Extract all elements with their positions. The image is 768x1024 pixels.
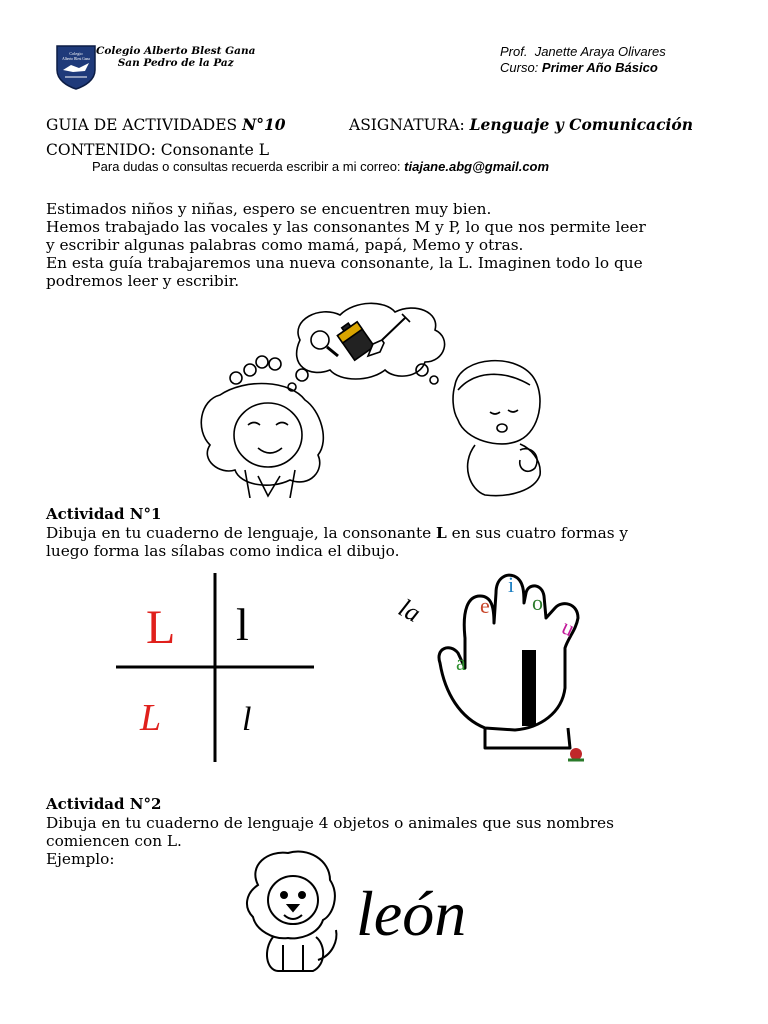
activity1-text-bold: L [436, 524, 447, 542]
vowel-o: o [532, 590, 543, 615]
course-value: Primer Año Básico [541, 60, 658, 75]
activity2-text-b: comiencen con L. [46, 832, 182, 850]
subject-value: Lenguaje y Comunicación [469, 115, 694, 134]
school-logo [55, 44, 97, 90]
hand-syllables-drawing [390, 568, 630, 768]
school-city: San Pedro de la Paz [117, 57, 234, 69]
palm-letter-l [522, 650, 536, 726]
subject-title [349, 115, 693, 134]
intro-line: Estimados niños y niñas, espero se encuentren muy bien. [46, 200, 492, 218]
lion-drawing [238, 845, 348, 975]
school-block [96, 45, 255, 69]
shovel-icon [368, 314, 410, 356]
rose-icon [570, 748, 582, 760]
activity1-title: Actividad N°1 [46, 505, 162, 523]
email-prompt: Para dudas o consultas recuerda escribir a mi correo: [92, 159, 401, 174]
boy-drawing [453, 361, 540, 496]
school-name: Colegio Alberto Blest Gana [96, 45, 256, 57]
content-value: Consonante L [160, 141, 270, 159]
activity2-text-a: Dibuja en tu cuaderno de lenguaje 4 objetos o animales que sus nombres [46, 814, 614, 832]
example-word-drawing [352, 870, 527, 950]
email-address[interactable]: tiajane.abg@gmail.com [404, 159, 550, 174]
lowercase-print-l: l [236, 599, 249, 650]
example-word: león [356, 878, 467, 949]
activity2-title: Actividad N°2 [46, 795, 162, 813]
intro-paragraph [46, 200, 746, 290]
vowel-a: a [456, 650, 466, 675]
teacher-block [500, 44, 666, 76]
course-label: Curso: [500, 60, 539, 75]
logo-text-1: Colegio [69, 51, 83, 56]
logo-text-2: Alberto Blest Gana [62, 57, 90, 61]
activity1-text-c: luego forma las sílabas como indica el dibujo. [46, 542, 400, 560]
activity1-text-b: en sus cuatro formas y [446, 524, 629, 542]
activity1-text-a: Dibuja en tu cuaderno de lenguaje, la consonante [46, 524, 437, 542]
guide-label: GUIA DE ACTIVIDADES [46, 116, 238, 134]
vowel-u: u [558, 613, 579, 642]
subject-label: ASIGNATURA: [349, 116, 465, 134]
uppercase-print-l: L [146, 601, 176, 654]
professor-label: Prof. [500, 44, 528, 59]
lowercase-cursive-l: l [242, 701, 252, 738]
activity2-instructions [46, 814, 746, 868]
intro-line: y escribir algunas palabras como mamá, papá, Memo y otras. [46, 236, 524, 254]
email-line [92, 159, 549, 174]
children-thinking-illustration [190, 300, 580, 498]
girl-drawing [201, 356, 323, 498]
content-line [46, 141, 269, 159]
example-label: Ejemplo: [46, 850, 115, 868]
content-label: CONTENIDO: [46, 141, 156, 159]
uppercase-cursive-l: L [140, 697, 162, 739]
magnifier-icon [311, 331, 338, 356]
guide-title [46, 115, 286, 134]
intro-line: podremos leer y escribir. [46, 272, 240, 290]
intro-line: Hemos trabajado las vocales y las consonantes M y P, lo que nos permite leer [46, 218, 646, 236]
intro-line: En esta guía trabajaremos una nueva consonante, la L. Imaginen todo lo que [46, 254, 643, 272]
activity1-instructions [46, 524, 746, 560]
syllable-la: la [393, 592, 426, 628]
letter-forms-grid [110, 570, 320, 770]
professor-name: Janette Araya Olivares [534, 44, 666, 59]
vowel-i: i [508, 572, 515, 597]
vowel-e: e [480, 593, 490, 618]
guide-number: N°10 [242, 115, 286, 134]
